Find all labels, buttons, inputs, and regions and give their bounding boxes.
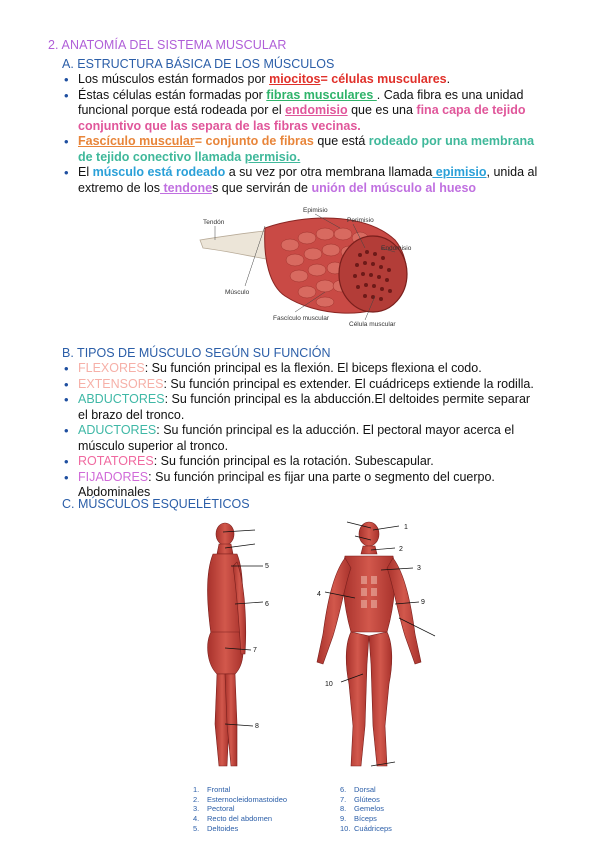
bullet-rotatores: • ROTATORES: Su función principal es la rotación. Subescapular. (62, 454, 538, 470)
bullet-abductores: • ABDUCTORES: Su función principal es la abducción.El deltoides permite separar el brazo del tronco. (62, 392, 538, 423)
section-c-heading: C. MÚSCULOS ESQUELÉTICOS (62, 497, 250, 511)
legend-item: 3. Pectoral (193, 804, 235, 814)
section-a-heading: A. ESTRUCTURA BÁSICA DE LOS MÚSCULOS (62, 57, 335, 71)
bullet-fibras: • Éstas células están formadas por fibras musculares . Cada fibra es una unidad funcional porque está rodeada por el endomisio que es una fina capa de tejido conjuntivo que las separa de las fibras vecinas. (62, 88, 542, 135)
skeletal-muscles-figure (195, 514, 445, 780)
fig-num-5: 5 (265, 563, 269, 570)
front-view-body (317, 522, 421, 766)
fig-num-3: 3 (417, 565, 421, 572)
bullet-fijadores: • FIJADORES: Su función principal es fijar una parte o segmento del cuerpo. Abdominales (62, 470, 538, 501)
bullet-musculo: • El músculo está rodeado a su vez por otra membrana llamada epimisio, unida al extremo de los tendones que servirán de unión del músculo al hueso (62, 165, 542, 196)
bullet-miocitos: • Los músculos están formados por miocitos= células musculares. (62, 72, 542, 88)
bullet-flexores: • FLEXORES: Su función principal es la flexión. El biceps flexiona el codo. (62, 361, 538, 377)
bullet-aductores: • ADUCTORES: Su función principal es la aducción. El pectoral mayor acerca el músculo superior al tronco. (62, 423, 538, 454)
label-musculo: Músculo (225, 289, 250, 296)
legend-item: 1. Frontal (193, 785, 231, 794)
back-view-body (208, 523, 246, 766)
legend-item: 9. Bíceps (340, 814, 377, 824)
label-endomisio: Endomisio (381, 245, 412, 252)
fig-num-4: 4 (317, 591, 321, 598)
fig-num-8: 8 (255, 723, 259, 730)
section-b-heading: B. TIPOS DE MÚSCULO SEGÚN SU FUNCIÓN (62, 346, 331, 360)
label-tendon: Tendón (203, 219, 225, 226)
bullet-extensores: • EXTENSORES: Su función principal es extender. El cuádriceps extiende la rodilla. (62, 377, 538, 393)
label-perimisio: Perimisio (347, 217, 374, 224)
legend-right (340, 785, 392, 834)
bullet-fasciculo: • Fascículo muscular= conjunto de fibras que está rodeado por una membrana de tejido conectivo llamada permisio. (62, 134, 542, 165)
legend-left (193, 785, 287, 834)
fig-num-7: 7 (253, 647, 257, 654)
label-fasciculo: Fascículo muscular (273, 315, 329, 322)
label-epimisio: Epimisio (303, 207, 328, 214)
legend-item: 2. Esternocleidomastoideo (193, 794, 288, 804)
legend-item: 7. Glúteos (340, 794, 380, 804)
fig-num-9: 9 (421, 599, 425, 606)
legend-item: 6. Dorsal (340, 785, 376, 794)
legend-item: 4. Recto del abdomen (193, 814, 273, 824)
fig-num-1: 1 (404, 524, 408, 531)
section-b-list (62, 361, 538, 501)
legend-item: 10. Cuádriceps (340, 823, 392, 833)
fig-num-2: 2 (399, 546, 403, 553)
fig-num-10: 10 (325, 681, 333, 688)
legend-item: 8. Gemelos (340, 804, 385, 814)
label-celula: Célula muscular (349, 321, 396, 328)
fig-num-6: 6 (265, 601, 269, 608)
section-a-list (62, 72, 542, 196)
muscle-structure-figure (195, 200, 425, 332)
page-title: 2. ANATOMÍA DEL SISTEMA MUSCULAR (48, 38, 287, 52)
legend-item: 5. Deltoides (193, 823, 239, 833)
